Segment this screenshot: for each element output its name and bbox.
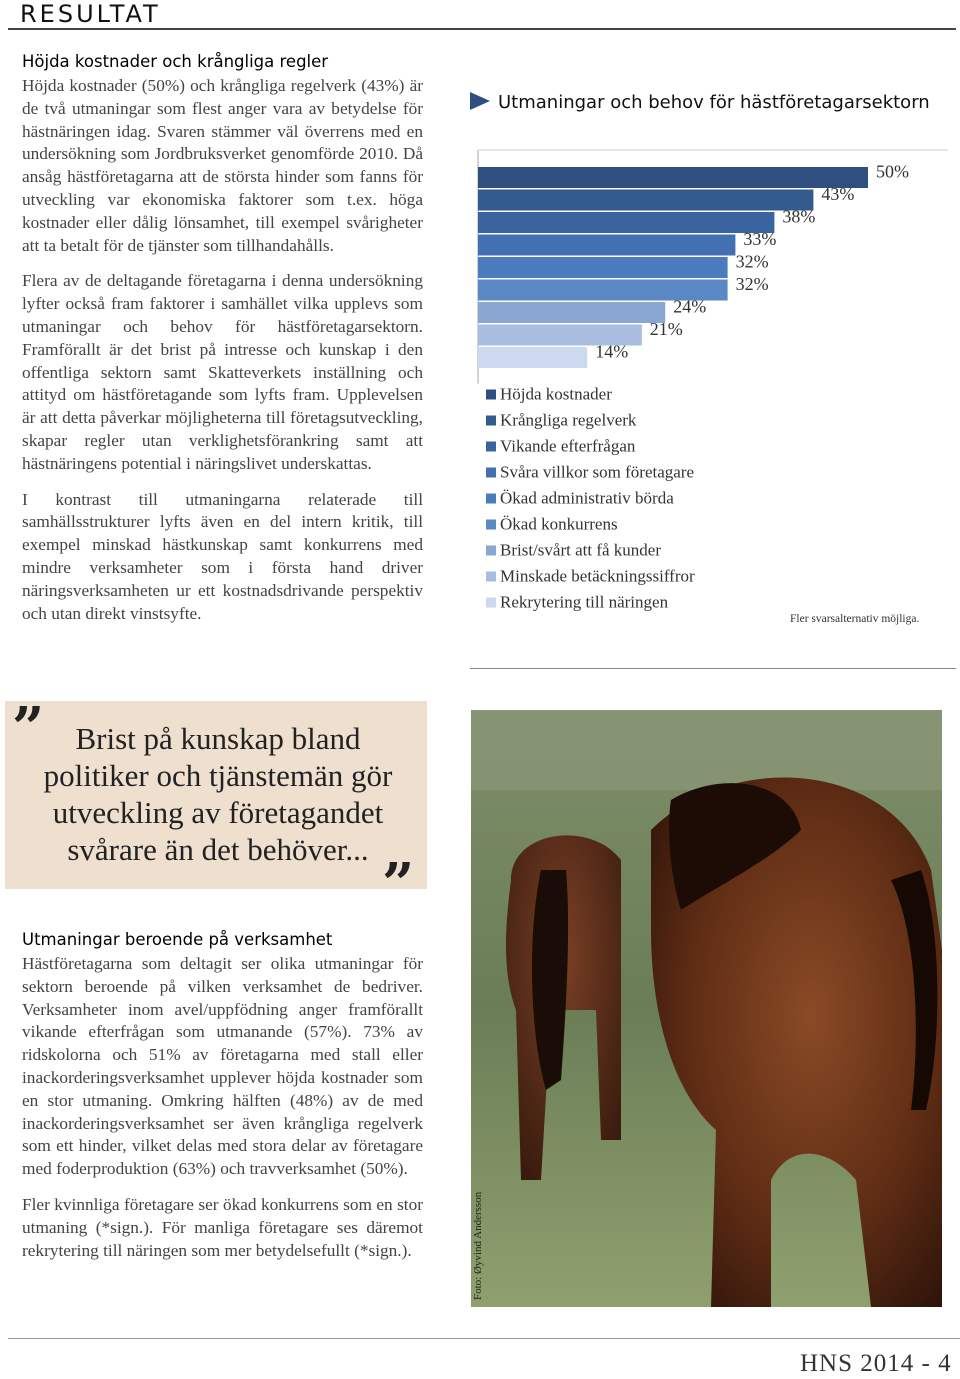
page-footer: HNS 2014 - 4 bbox=[800, 1350, 952, 1377]
legend-entry: Vikande efterfrågan bbox=[500, 436, 636, 456]
quote-close-mark: ” bbox=[382, 851, 415, 917]
chart-bar-label: 14% bbox=[595, 341, 629, 362]
triangle-bullet-icon bbox=[470, 92, 490, 110]
quote-open-mark: ” bbox=[12, 695, 45, 761]
section-costs-and-rules bbox=[22, 52, 423, 638]
section-by-business bbox=[22, 930, 423, 1275]
chart-title bbox=[470, 92, 960, 113]
legend-swatch bbox=[486, 442, 496, 452]
legend-entry: Minskade betäckningssiffror bbox=[500, 566, 695, 586]
chart-bar-label: 21% bbox=[649, 319, 683, 339]
chart-bar bbox=[478, 347, 587, 368]
legend-entry: Höjda kostnader bbox=[500, 384, 612, 404]
legend-swatch bbox=[486, 598, 496, 608]
chart-bar bbox=[478, 235, 735, 256]
chart-bar-label: 32% bbox=[735, 274, 769, 294]
chart-bar-label: 24% bbox=[673, 296, 707, 317]
quote-text: Brist på kunskap bland politiker och tjänstemän gör utveckling av företagandet svårare än det behöver... bbox=[43, 721, 393, 867]
chart-divider bbox=[470, 668, 956, 669]
chart-bar bbox=[478, 302, 665, 323]
header-divider bbox=[8, 28, 956, 30]
chart-bar-label: 43% bbox=[821, 184, 855, 204]
bar-chart bbox=[470, 140, 960, 640]
chart-bar-label: 32% bbox=[735, 251, 769, 272]
legend-swatch bbox=[486, 468, 496, 478]
horses-illustration bbox=[471, 710, 942, 1307]
legend-swatch bbox=[486, 572, 496, 582]
paragraph: Fler kvinnliga företagare ser ökad konkurrens som en stor utmaning (*sign.). För manliga företagare ses däremot rekrytering till näringen som mer betydelsefullt (*sign.). bbox=[22, 1194, 423, 1260]
chart-title-text: Utmaningar och behov för hästföretagarsektorn bbox=[498, 92, 930, 113]
legend-entry: Ökad konkurrens bbox=[500, 514, 618, 534]
legend-swatch bbox=[486, 494, 496, 504]
chart-bar bbox=[478, 257, 728, 278]
horse-photo bbox=[471, 710, 942, 1307]
chart-bar bbox=[478, 212, 774, 233]
page-header-title: RESULTAT bbox=[20, 0, 161, 28]
legend-swatch bbox=[486, 390, 496, 400]
section-body bbox=[22, 953, 423, 1262]
paragraph: Flera av de deltagande företagarna i denna undersökning lyfter också fram faktorer i samhället vilka upplevs som utmaningar och behov för hästföretagarsektorn. Framförallt är det brist på intresse och kunskap i den offentliga sektorn samt Skatteverkets inställning och attityd om hästföretagande som lyfts fram. Upplevelsen är att detta påverkar möjligheterna till företagsutveckling, skapar regler utan verklighetsförankring samt att hästnäringens potential i näringslivet underskattas. bbox=[22, 271, 423, 473]
legend-swatch bbox=[486, 416, 496, 426]
legend-entry: Krångliga regelverk bbox=[500, 410, 637, 430]
chart-bar-label: 38% bbox=[782, 206, 816, 227]
photo-credit: Foto: Øyvind Andersson bbox=[472, 1191, 484, 1300]
legend-entry: Brist/svårt att få kunder bbox=[500, 540, 661, 560]
section-body bbox=[22, 75, 423, 625]
chart-bar bbox=[478, 190, 813, 211]
section-heading: Utmaningar beroende på verksamhet bbox=[22, 930, 333, 949]
legend-entry: Svåra villkor som företagare bbox=[500, 462, 695, 482]
legend-entry: Ökad administrativ börda bbox=[500, 488, 674, 508]
chart-bar-label: 50% bbox=[876, 161, 909, 182]
footer-divider bbox=[8, 1338, 960, 1339]
paragraph: Hästföretagarna som deltagit ser olika utmaningar för sektorn beroende på vilken verksamhet de bedriver. Verksamheter inom avel/uppfödning anger framförallt vikande efterfrågan som utmanande (57%). 73% av ridskolorna och 51% av företagarna med stall eller inackorderingsverksamhet upplever höjda kostnader som en stor utmaning. Omkring hälften (48%) av de med inackorderingsverksamhet ser även krångliga regelverk som ett hinder, vilket delas med stora delar av företagare med foderproduktion (63%) och travverksamhet (50%). bbox=[22, 954, 423, 1179]
legend-entry: Rekrytering till näringen bbox=[500, 592, 669, 612]
chart-footnote: Fler svarsalternativ möjliga. bbox=[790, 613, 920, 625]
legend-swatch bbox=[486, 546, 496, 556]
section-heading: Höjda kostnader och krångliga regler bbox=[22, 52, 329, 71]
chart-bar-label: 33% bbox=[743, 229, 777, 249]
paragraph: Höjda kostnader (50%) och krångliga regelverk (43%) är de två utmaningar som flest anger vara av betydelse för hästnäringen idag. Svaren stämmer väl överrens med en undersökning som Jordbruksverket genomförde 2010. Då ansåg hästföretagarna att de största hinder som fanns för utveckling var ekonomiska faktorer som t.ex. höga kostnader eller dålig lönsamhet, till exempel svårigheter att ta betalt för de tjänster som tillhandahålls. bbox=[22, 76, 423, 255]
legend-swatch bbox=[486, 520, 496, 530]
paragraph: I kontrast till utmaningarna relaterade till samhällsstrukturer lyfts även en del intern kritik, till exempel minskad hästkunskap samt konkurrens med mindre verksamheter som i första hand driver näringsverksamheten ur ett kostnadsdrivande perspektiv och utan direkt vinstsyfte. bbox=[22, 489, 423, 623]
chart-bar bbox=[478, 167, 868, 188]
